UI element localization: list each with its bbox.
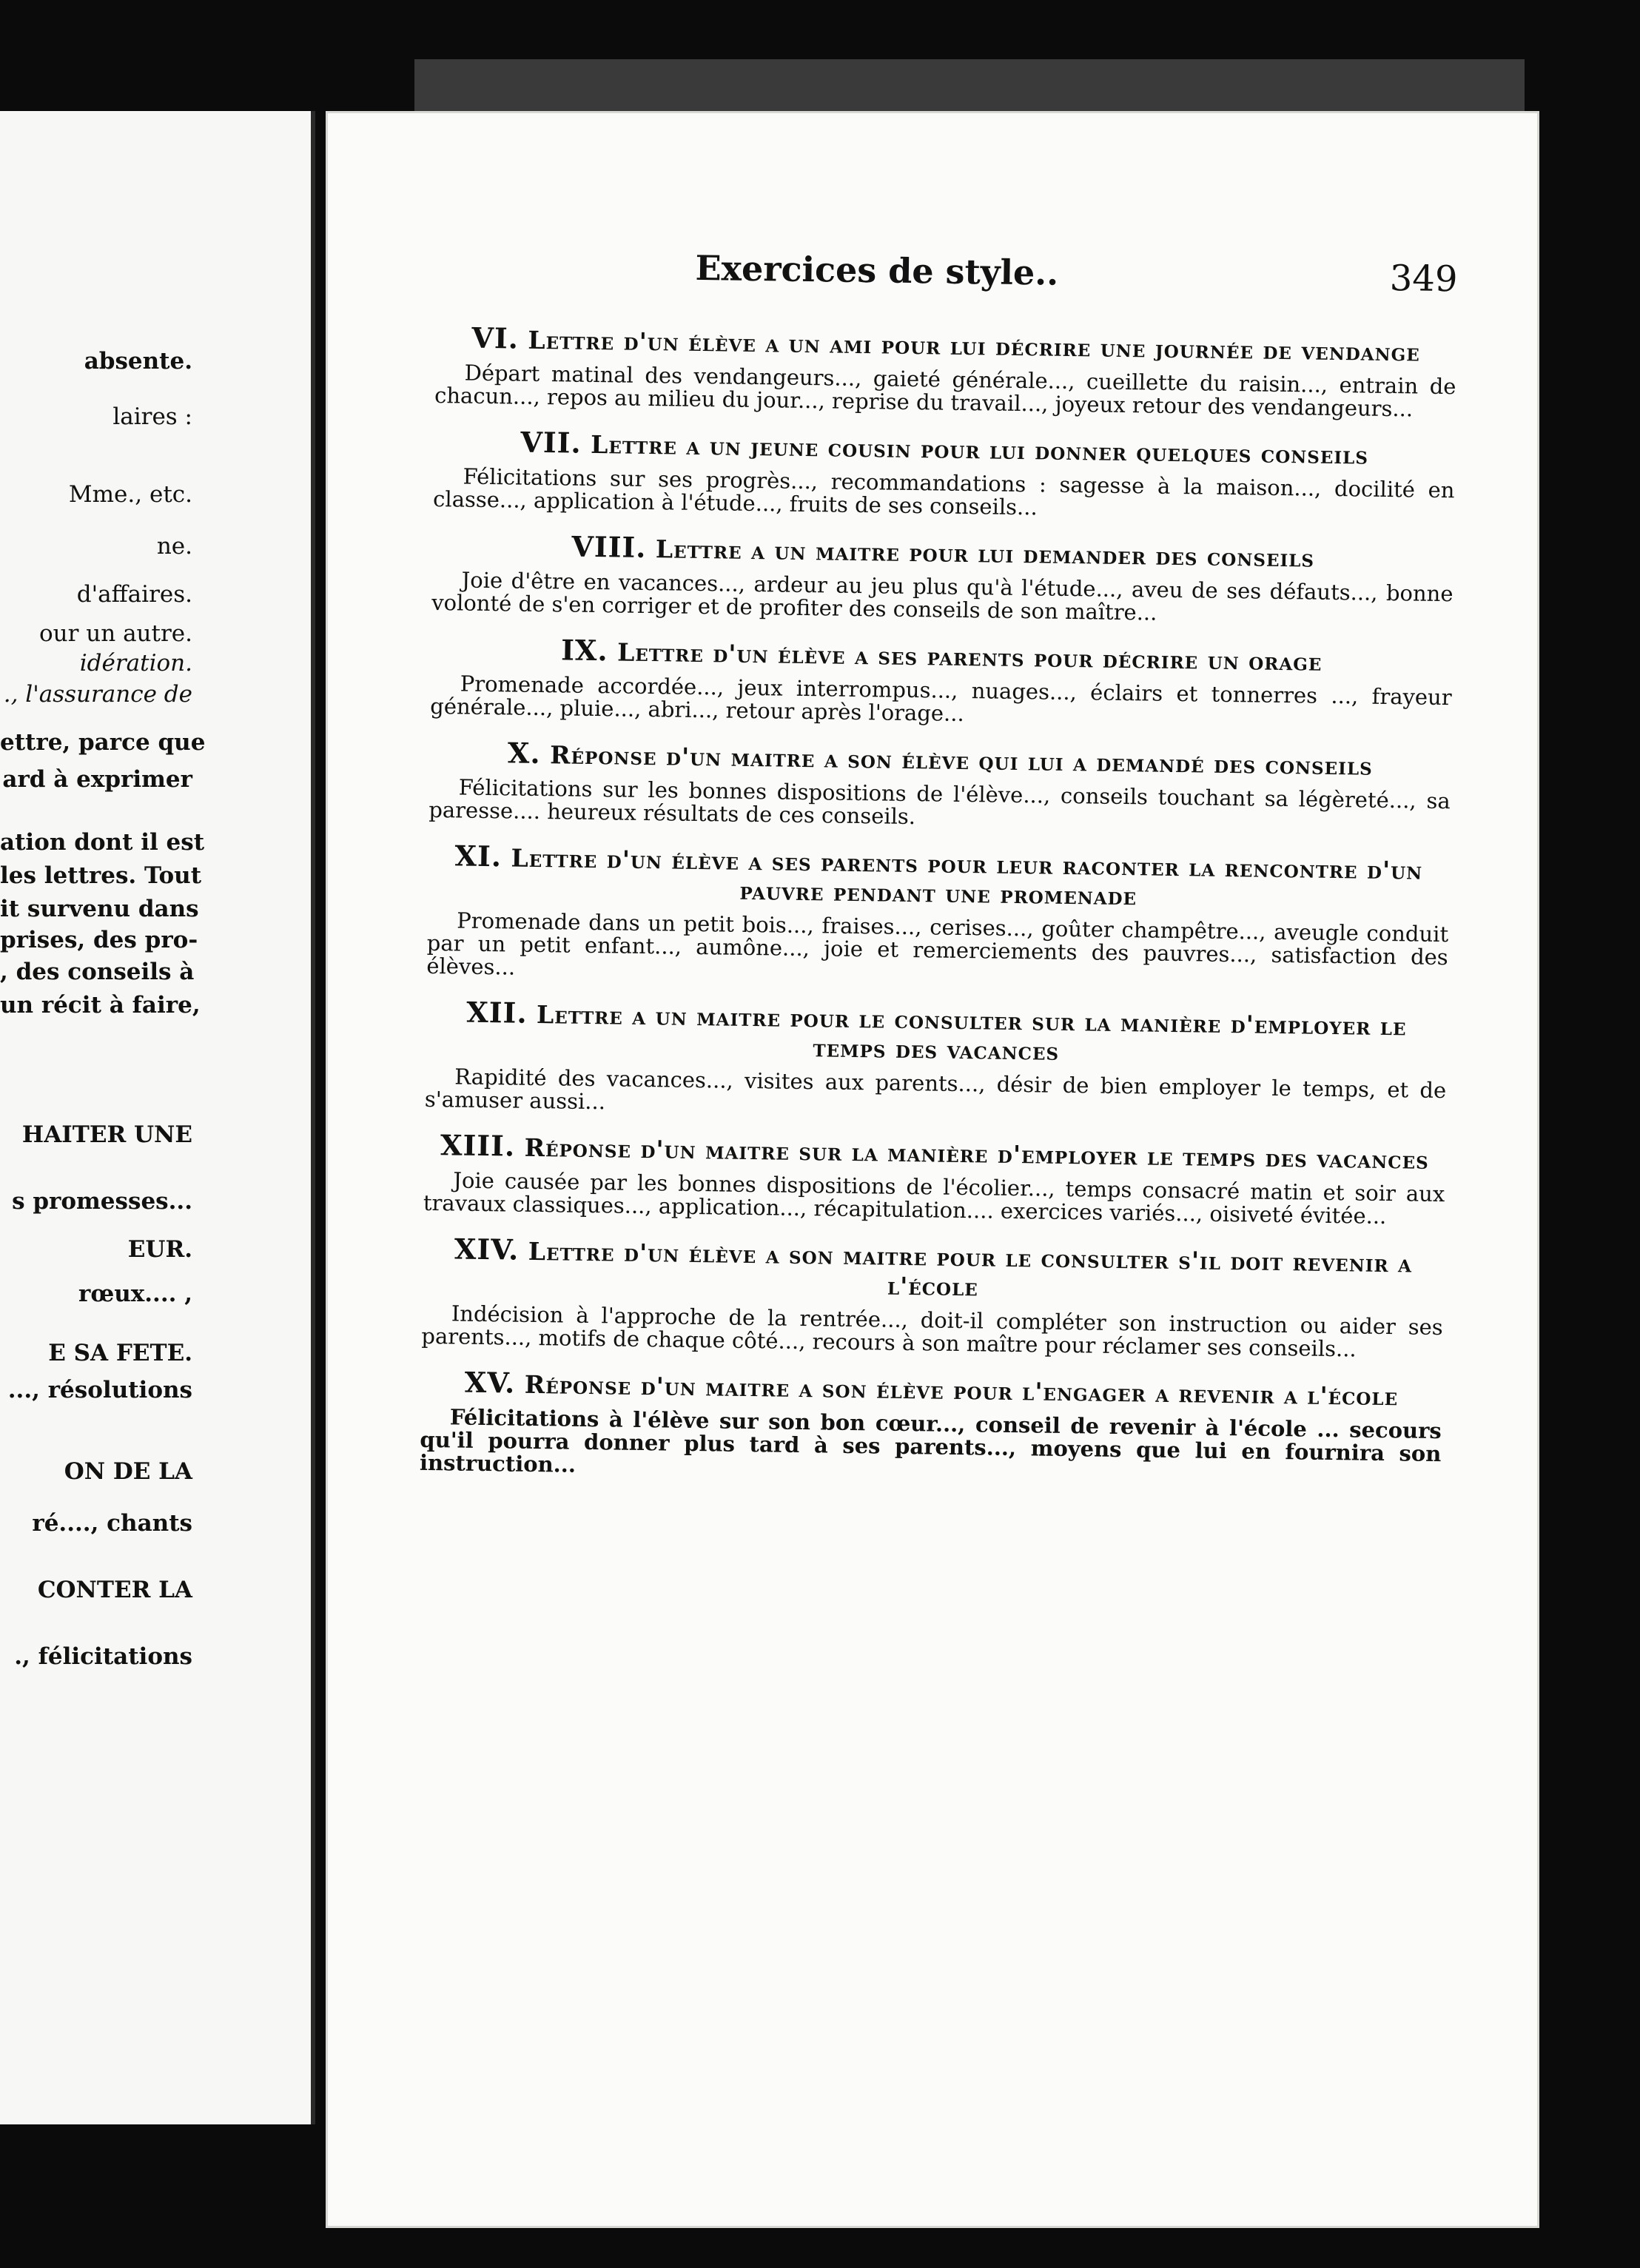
exercise-item xyxy=(423,1130,1445,1229)
left-page-fragment: EUR. xyxy=(127,1236,192,1263)
left-page-fragment: ..., résolutions xyxy=(7,1377,192,1403)
left-page-fragment: ard à exprimer xyxy=(2,766,192,793)
exercise-numeral: XIII. xyxy=(440,1128,516,1163)
exercise-title-text: Réponse d'un maitre a son élève pour l'engager a revenir a l'école xyxy=(524,1369,1399,1412)
left-page-fragment: un récit à faire, xyxy=(0,992,201,1019)
left-page-fragment: ., l'assurance de xyxy=(3,681,192,708)
exercise-body: Félicitations à l'élève sur son bon cœur..., conseil de revenir à l'école ... secours qu'il pourra donner plus tard à ses parents..., moyens que lui en fournira son instruction... xyxy=(419,1404,1442,1477)
exercise-body: Félicitations sur les bonnes dispositions de l'élève..., conseils touchant sa légèreté..., sa paresse.... heureux résultats de ces conseils. xyxy=(429,774,1451,830)
left-page-fragment: Mme., etc. xyxy=(68,481,192,508)
exercise-item xyxy=(433,426,1455,525)
left-page-fragment: laires : xyxy=(112,403,192,430)
exercise-body: Promenade dans un petit bois..., fraises..., cerises..., goûter champêtre..., aveugle conduit par un petit enfant..., aumône..., joie et remerciements des pauvres..., satisfaction des élèves... xyxy=(426,907,1449,980)
left-page-fragment: d'affaires. xyxy=(76,581,192,608)
left-page-fragment: prises, des pro- xyxy=(0,927,198,953)
exercise-title-text: Lettre d'un élève a ses parents pour décrire un orage xyxy=(616,637,1323,677)
exercise-title xyxy=(422,1234,1444,1309)
left-page-fragment: ettre, parce que xyxy=(0,729,206,756)
left-page-fragment: ne. xyxy=(156,533,192,560)
left-page-fragment: E SA FETE. xyxy=(48,1340,192,1366)
exercise-numeral: X. xyxy=(507,736,541,771)
exercise-item xyxy=(421,1234,1444,1362)
exercise-title xyxy=(426,997,1448,1072)
exercise-numeral: XI. xyxy=(454,839,503,873)
exercise-numeral: VII. xyxy=(520,425,582,460)
exercise-numeral: VI. xyxy=(471,321,520,355)
exercise-item xyxy=(430,634,1452,732)
page-content xyxy=(420,244,1458,1489)
exercise-body: Promenade accordée..., jeux interrompus..., nuages..., éclairs et tonnerres ..., frayeur générale..., pluie..., abri..., retour après l'orage... xyxy=(430,671,1452,727)
exercise-item xyxy=(434,323,1456,421)
left-page-fragment: our un autre. xyxy=(38,620,192,647)
exercise-numeral: IX. xyxy=(560,633,608,668)
left-page-fragment: les lettres. Tout xyxy=(0,862,202,889)
exercise-title-text: Lettre d'un élève a un ami pour lui décrire une journée de vendange xyxy=(528,325,1421,367)
exercise-title-text: Réponse d'un maitre sur la manière d'employer le temps des vacances xyxy=(524,1133,1430,1175)
exercise-item xyxy=(431,530,1454,628)
exercise-body: Joie causée par les bonnes dispositions de l'écolier..., temps consacré matin et soir aux travaux classiques..., application..., récapitulation.... exercices variés..., oisiveté évitée... xyxy=(423,1167,1445,1229)
exercise-numeral: XV. xyxy=(464,1365,516,1400)
main-page xyxy=(326,111,1539,2228)
exercise-body: Indécision à l'approche de la rentrée..., doit-il compléter son instruction ou aider ses parents..., motifs de chaque côté..., recours à son maître pour réclamer ses conseils... xyxy=(421,1301,1443,1362)
exercise-title-text: Lettre a un maitre pour le consulter sur la manière d'employer le temps des vacances xyxy=(536,999,1407,1066)
exercise-body: Joie d'être en vacances..., ardeur au jeu plus qu'à l'étude..., aveu de ses défauts..., bonne volonté de s'en corriger et de profiter des conseils de son maître... xyxy=(431,567,1454,625)
left-page-fragment: ation dont il est xyxy=(0,829,205,856)
running-header xyxy=(436,244,1458,318)
exercise-item xyxy=(420,1367,1442,1489)
exercise-list xyxy=(420,323,1457,1489)
exercise-item xyxy=(429,737,1451,836)
exercise-title-text: Lettre d'un élève a son maitre pour le consulter s'il doit revenir a l'école xyxy=(528,1236,1413,1302)
left-page-fragment: absente. xyxy=(84,348,192,375)
left-page-fragment: ré...., chants xyxy=(32,1510,192,1537)
exercise-item xyxy=(426,841,1449,992)
left-page-fragment: ., félicitations xyxy=(14,1643,192,1670)
left-page-fragment: CONTER LA xyxy=(37,1577,192,1603)
exercise-title-text: Lettre a un jeune cousin pour lui donner quelques conseils xyxy=(590,429,1369,470)
left-page-fragment: idération. xyxy=(79,650,192,677)
exercise-body: Rapidité des vacances..., visites aux parents..., désir de bien employer le temps, et de s'amuser aussi... xyxy=(424,1064,1447,1115)
exercise-body: Départ matinal des vendangeurs..., gaieté générale..., cueillette du raisin..., entrain de chacun..., repos au milieu du jour..., reprise du travail..., joyeux retour des vendangeurs... xyxy=(434,360,1456,422)
running-title: Exercices de style.. xyxy=(695,247,1059,293)
exercise-title-text: Lettre d'un élève a ses parents pour leur raconter la rencontre d'un pauvre pendant une promenade xyxy=(511,843,1423,911)
exercise-body: Félicitations sur ses progrès..., recommandations : sagesse à la maison..., docilité en classe..., application à l'étude..., fruits de ses conseils... xyxy=(432,463,1455,520)
left-page-fragment: HAITER UNE xyxy=(21,1121,192,1148)
left-page-fragment: it survenu dans xyxy=(0,896,199,922)
exercise-numeral: XII. xyxy=(466,995,528,1030)
left-page-fragment: rœux.... , xyxy=(78,1281,192,1307)
exercise-title-text: Réponse d'un maitre a son élève qui lui a demandé des conseils xyxy=(549,740,1374,781)
left-page-fragment: , des conseils à xyxy=(0,959,195,985)
exercise-numeral: XIV. xyxy=(454,1232,520,1266)
exercise-title-text: Lettre a un maitre pour lui demander des conseils xyxy=(655,534,1315,573)
left-page-fragment: s promesses... xyxy=(12,1188,192,1215)
page-number: 349 xyxy=(1389,257,1458,301)
exercise-title xyxy=(428,841,1450,916)
left-facing-page xyxy=(0,111,315,2124)
exercise-numeral: VIII. xyxy=(571,529,647,564)
left-page-fragment: ON DE LA xyxy=(64,1458,192,1485)
exercise-item xyxy=(425,997,1448,1125)
